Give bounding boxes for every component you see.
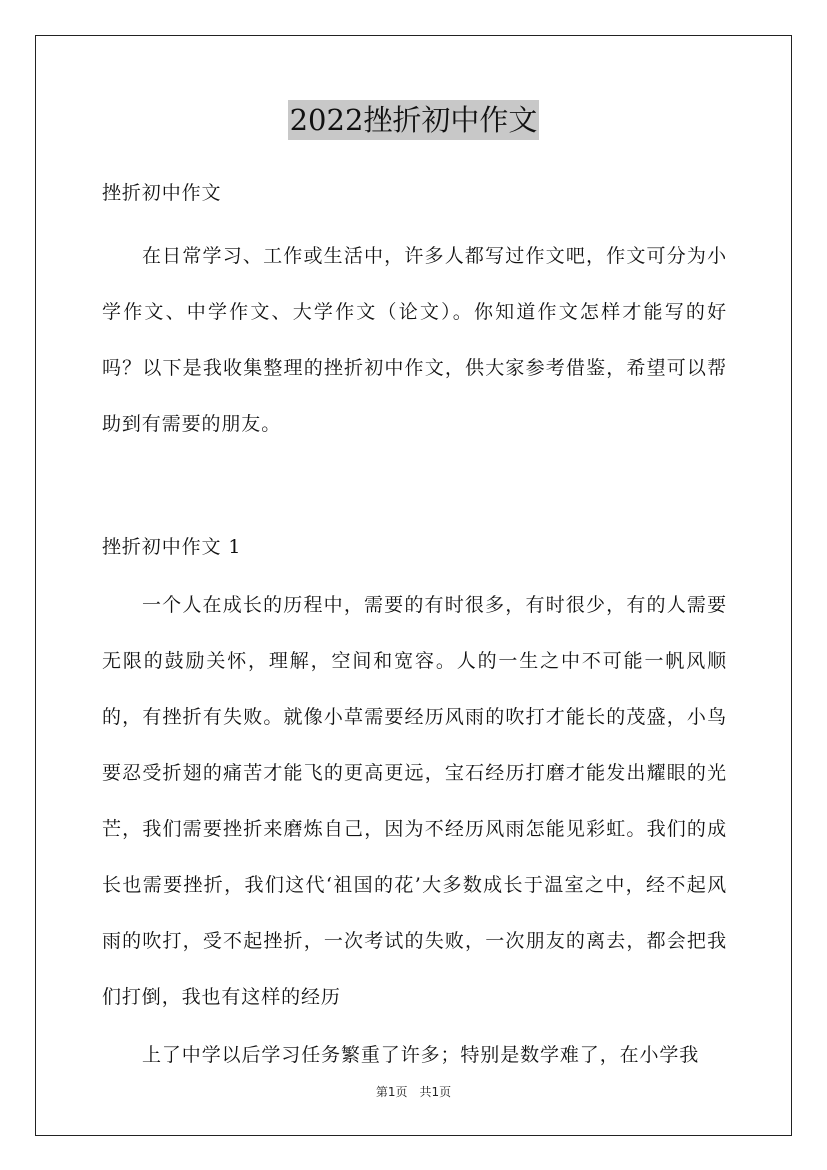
- section-heading: 挫折初中作文 1: [102, 536, 242, 558]
- spacer: [102, 452, 727, 527]
- document-body: [102, 173, 727, 1083]
- spacer: [102, 213, 727, 228]
- document-title: 2022挫折初中作文: [288, 100, 540, 140]
- title-container: [0, 100, 827, 140]
- spacer: [102, 567, 727, 577]
- body-paragraph-1: 一个人在成长的历程中，需要的有时很多，有时很少，有的人需要无限的鼓励关怀，理解，空间和宽容。人的一生之中不可能一帆风顺的，有挫折有失败。就像小草需要经历风雨的吹打才能长的茂盛，小鸟要忍受折翅的痛苦才能飞的更高更远，宝石经历打磨才能发出耀眼的光芒，我们需要挫折来磨炼自己，因为不经历风雨怎能见彩虹。我们的成长也需要挫折，我们这代‘祖国的花’大多数成长于温室之中，经不起风雨的吹打，受不起挫折，一次考试的失败，一次朋友的离去，都会把我们打倒，我也有这样的经历: [102, 594, 727, 1008]
- body-paragraph-2: 上了中学以后学习任务繁重了许多；特别是数学难了，在小学我: [142, 1044, 700, 1066]
- intro-paragraph: 在日常学习、工作或生活中，许多人都写过作文吧，作文可分为小学作文、中学作文、大学作文（论文）。你知道作文怎样才能写的好吗？以下是我收集整理的挫折初中作文，供大家参考借鉴，希望可以帮助到有需要的朋友。: [102, 245, 727, 435]
- intro-heading: 挫折初中作文: [102, 182, 222, 204]
- page-number-footer: 第1页 共1页: [375, 1085, 452, 1099]
